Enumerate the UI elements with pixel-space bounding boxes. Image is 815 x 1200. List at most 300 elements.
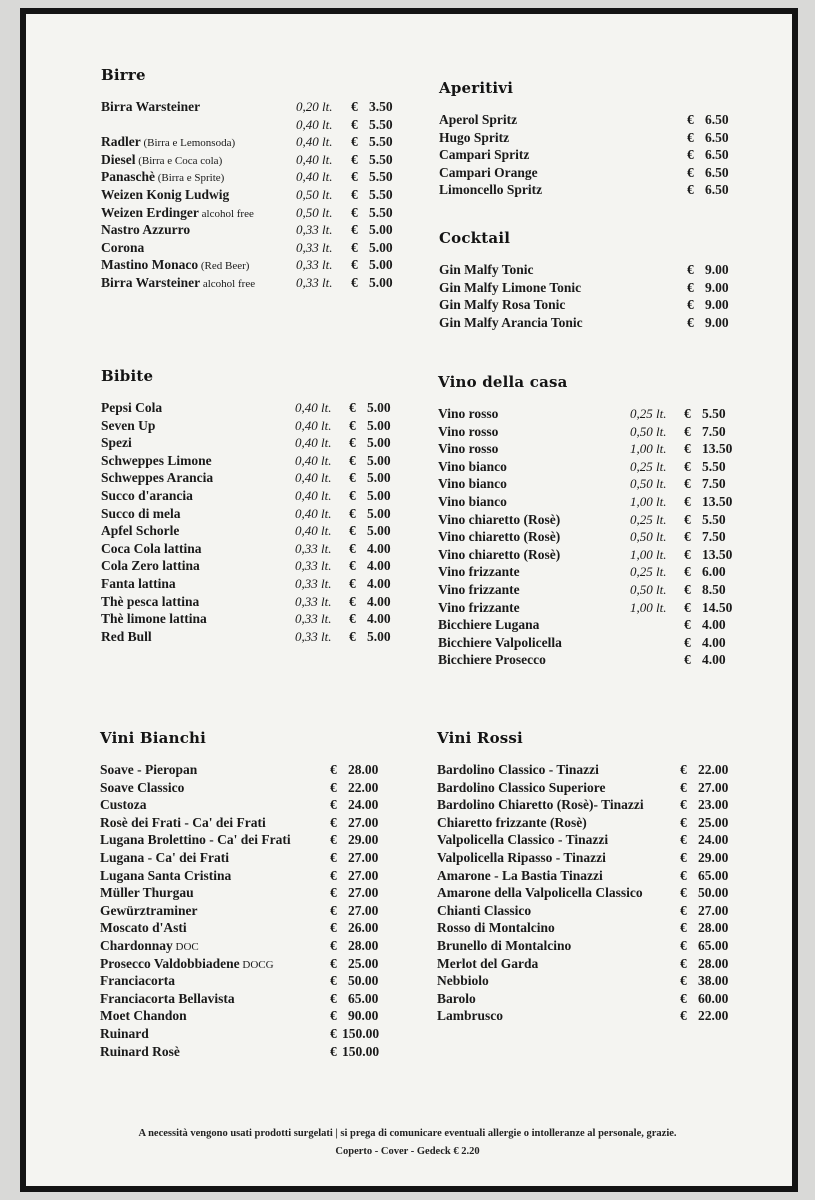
euro-sign: €: [684, 599, 691, 615]
price-value: 27.00: [698, 902, 729, 918]
item-price: [680, 919, 728, 937]
item-name: Nebbiolo: [437, 973, 489, 989]
item-price: [351, 98, 393, 116]
item-price: [680, 884, 728, 902]
price-value: 29.00: [698, 849, 729, 865]
euro-sign: €: [351, 151, 358, 167]
menu-item: [437, 937, 737, 955]
euro-sign: €: [687, 279, 694, 295]
price-value: 5.00: [369, 274, 393, 290]
menu-item: [438, 405, 738, 423]
item-name: Lugana - Ca' dei Frati: [100, 849, 230, 865]
item-name: Aperol Spritz: [439, 112, 518, 127]
item-price: [680, 1007, 728, 1025]
euro-sign: €: [680, 797, 687, 813]
item-size: 0,33 lt.: [296, 274, 333, 290]
item-price: [351, 186, 393, 204]
menu-item: [101, 168, 401, 186]
price-value: 14.50: [702, 599, 733, 615]
menu-item: [101, 434, 401, 452]
item-size: 0,40 lt.: [295, 487, 332, 503]
price-value: 65.00: [698, 937, 729, 953]
menu-item: [438, 546, 738, 564]
euro-sign: €: [680, 990, 687, 1006]
menu-item: [101, 116, 401, 134]
item-price: [684, 599, 732, 617]
price-value: 4.00: [367, 611, 391, 627]
item-name: Thè pesca lattina: [101, 593, 200, 609]
item-price: [684, 423, 726, 441]
item-name: Bardolino Classico - Tinazzi: [437, 762, 599, 777]
euro-sign: €: [349, 417, 356, 433]
item-size: 0,33 lt.: [295, 558, 332, 574]
item-name: Ruinard: [100, 1025, 149, 1041]
item-size: 0,33 lt.: [296, 239, 333, 255]
menu-item: [438, 458, 738, 476]
euro-sign: €: [351, 116, 358, 132]
menu-item: [101, 133, 401, 151]
menu-item: [101, 469, 401, 487]
euro-sign: €: [330, 955, 337, 971]
item-name: Apfel Schorle: [101, 523, 180, 539]
menu-item: [437, 849, 737, 867]
euro-sign: €: [330, 885, 337, 901]
item-price: [330, 831, 378, 849]
item-name: Bicchiere Lugana: [438, 617, 540, 633]
item-size: 0,40 lt.: [295, 400, 332, 415]
item-price: [330, 990, 378, 1008]
price-value: 4.00: [367, 593, 391, 609]
price-value: 13.50: [702, 546, 733, 562]
menu-item: [438, 528, 738, 546]
item-price: [687, 146, 729, 164]
menu-item: [101, 98, 401, 116]
section-vini-rossi: [437, 729, 737, 1025]
euro-sign: €: [349, 435, 356, 451]
item-price: [330, 1043, 379, 1061]
item-name: Bicchiere Prosecco: [438, 652, 546, 668]
item-price: [349, 505, 391, 523]
item-price: [684, 616, 726, 634]
menu-item: [101, 417, 401, 435]
menu-item: [100, 796, 400, 814]
section-vini-bianchi: [100, 729, 400, 1060]
item-name: Nastro Azzurro: [101, 222, 191, 238]
item-price: [351, 274, 393, 292]
menu-item: [437, 955, 737, 973]
item-name: Weizen Erdinger alcohol free: [101, 204, 254, 220]
price-value: 24.00: [348, 797, 379, 813]
price-value: 150.00: [342, 1025, 380, 1041]
item-name: Hugo Spritz: [439, 129, 510, 145]
item-price: [680, 779, 728, 797]
item-size: 0,40 lt.: [295, 505, 332, 521]
item-price: [680, 796, 728, 814]
item-name: Vino chiaretto (Rosè): [438, 529, 561, 545]
item-price: [680, 937, 728, 955]
item-price: [680, 867, 728, 885]
menu-item: [101, 186, 401, 204]
euro-sign: €: [680, 762, 687, 777]
item-name: Franciacorta: [100, 973, 175, 989]
item-size: 1,00 lt.: [630, 493, 667, 509]
menu-item: [100, 849, 400, 867]
item-size: 1,00 lt.: [630, 441, 667, 457]
item-price: [684, 405, 726, 423]
menu-item: [439, 296, 739, 314]
price-value: 5.50: [369, 186, 393, 202]
item-name: Lambrusco: [437, 1008, 504, 1024]
euro-sign: €: [349, 487, 356, 503]
item-name: Succo d'arancia: [101, 487, 193, 503]
item-price: [330, 972, 378, 990]
item-price: [330, 761, 378, 779]
price-value: 6.50: [705, 112, 729, 127]
item-name: Gewürztraminer: [100, 902, 198, 918]
price-value: 4.00: [702, 634, 726, 650]
item-price: [680, 849, 728, 867]
price-value: 27.00: [348, 849, 379, 865]
item-price: [330, 902, 378, 920]
menu-item: [437, 831, 737, 849]
item-name: Gin Malfy Rosa Tonic: [439, 297, 566, 313]
item-name: Brunello di Montalcino: [437, 937, 572, 953]
euro-sign: €: [351, 186, 358, 202]
item-size: 1,00 lt.: [630, 599, 667, 615]
item-size: 0,25 lt.: [630, 564, 667, 580]
menu-item: [100, 867, 400, 885]
price-value: 23.00: [698, 797, 729, 813]
item-price: [684, 511, 726, 529]
item-price: [330, 1007, 378, 1025]
menu-item: [439, 314, 739, 332]
price-value: 7.50: [702, 529, 726, 545]
price-value: 50.00: [348, 973, 379, 989]
item-name: Panaschè (Birra e Sprite): [101, 169, 225, 185]
price-value: 27.00: [698, 779, 729, 795]
item-price: [330, 779, 378, 797]
euro-sign: €: [684, 441, 691, 457]
item-size: 0,25 lt.: [630, 406, 667, 421]
euro-sign: €: [349, 523, 356, 539]
menu-item: [437, 867, 737, 885]
euro-sign: €: [684, 406, 691, 421]
euro-sign: €: [349, 575, 356, 591]
euro-sign: €: [680, 832, 687, 848]
item-name: Chardonnay DOC: [100, 937, 199, 953]
item-price: [349, 417, 391, 435]
euro-sign: €: [684, 511, 691, 527]
price-value: 38.00: [698, 973, 729, 989]
euro-sign: €: [330, 1025, 337, 1041]
price-value: 29.00: [348, 832, 379, 848]
item-price: [349, 610, 391, 628]
item-size: 0,33 lt.: [296, 222, 333, 238]
price-value: 6.50: [705, 147, 729, 163]
item-price: [351, 168, 393, 186]
euro-sign: €: [330, 1008, 337, 1024]
menu-item: [100, 937, 400, 955]
item-price: [684, 528, 726, 546]
item-price: [351, 256, 393, 274]
section-vino-della-casa: [438, 373, 738, 669]
euro-sign: €: [680, 867, 687, 883]
price-value: 25.00: [348, 955, 379, 971]
price-value: 5.00: [369, 222, 393, 238]
euro-sign: €: [687, 182, 694, 198]
euro-sign: €: [349, 611, 356, 627]
item-note: DOCG: [239, 958, 274, 971]
item-price: [351, 204, 393, 222]
price-value: 5.00: [367, 417, 391, 433]
price-value: 28.00: [348, 762, 379, 777]
item-name: Weizen Konig Ludwig: [101, 186, 230, 202]
euro-sign: €: [687, 147, 694, 163]
item-price: [684, 563, 726, 581]
euro-sign: €: [687, 164, 694, 180]
item-name: Limoncello Spritz: [439, 182, 543, 198]
item-size: 0,50 lt.: [296, 186, 333, 202]
item-name: Chiaretto frizzante (Rosè): [437, 814, 587, 830]
euro-sign: €: [687, 314, 694, 330]
item-price: [349, 469, 391, 487]
item-size: 0,25 lt.: [630, 511, 667, 527]
menu-item: [101, 505, 401, 523]
euro-sign: €: [680, 955, 687, 971]
item-size: 0,40 lt.: [296, 134, 333, 150]
item-name: Vino rosso: [438, 423, 499, 439]
price-value: 27.00: [348, 885, 379, 901]
item-price: [680, 955, 728, 973]
price-value: 27.00: [348, 814, 379, 830]
item-name: Prosecco Valdobbiadene DOCG: [100, 955, 274, 971]
price-value: 13.50: [702, 493, 733, 509]
item-name: Müller Thurgau: [100, 885, 194, 901]
menu-item: [439, 279, 739, 297]
item-size: 0,40 lt.: [295, 452, 332, 468]
price-value: 150.00: [342, 1043, 380, 1059]
euro-sign: €: [349, 400, 356, 415]
item-name: Vino frizzante: [438, 581, 520, 597]
item-size: 0,25 lt.: [630, 458, 667, 474]
menu-item: [100, 831, 400, 849]
price-value: 4.00: [367, 558, 391, 574]
item-price: [330, 955, 378, 973]
item-note: DOC: [172, 940, 199, 953]
item-name: Corona: [101, 239, 145, 255]
item-name: Chianti Classico: [437, 902, 532, 918]
price-value: 22.00: [698, 1008, 729, 1024]
item-note: alcohol free: [200, 277, 256, 290]
menu-item: [439, 111, 739, 129]
euro-sign: €: [680, 814, 687, 830]
euro-sign: €: [687, 129, 694, 145]
price-value: 5.50: [702, 458, 726, 474]
euro-sign: €: [684, 634, 691, 650]
item-name: Barolo: [437, 990, 476, 1006]
item-name: Valpolicella Classico - Tinazzi: [437, 832, 609, 848]
item-price: [330, 1025, 379, 1043]
item-price: [684, 475, 726, 493]
item-name: Vino chiaretto (Rosè): [438, 546, 561, 562]
price-value: 4.00: [367, 575, 391, 591]
section-aperitivi: [439, 79, 739, 199]
euro-sign: €: [330, 814, 337, 830]
menu-item: [101, 256, 401, 274]
menu-item: [100, 779, 400, 797]
euro-sign: €: [330, 990, 337, 1006]
menu-item: [438, 634, 738, 652]
price-value: 50.00: [698, 885, 729, 901]
item-name: Rosè dei Frati - Ca' dei Frati: [100, 814, 266, 830]
euro-sign: €: [680, 779, 687, 795]
menu-item: [100, 919, 400, 937]
section-title: Vini Bianchi: [100, 729, 207, 747]
menu-item: [437, 884, 737, 902]
price-value: 5.00: [369, 257, 393, 273]
item-name: Soave - Pieropan: [100, 762, 198, 777]
item-name: Bicchiere Valpolicella: [438, 634, 562, 650]
item-price: [351, 116, 393, 134]
item-price: [687, 129, 729, 147]
item-price: [349, 522, 391, 540]
item-name: Lugana Brolettino - Ca' dei Frati: [100, 832, 291, 848]
menu-item: [100, 761, 400, 779]
price-value: 6.50: [705, 129, 729, 145]
item-name: Merlot del Garda: [437, 955, 539, 971]
item-price: [349, 593, 391, 611]
price-value: 9.00: [705, 314, 729, 330]
price-value: 5.00: [369, 239, 393, 255]
price-value: 5.50: [369, 116, 393, 132]
menu-item: [100, 902, 400, 920]
item-name: Vino frizzante: [438, 599, 520, 615]
menu-item: [437, 990, 737, 1008]
price-value: 60.00: [698, 990, 729, 1006]
item-size: 0,33 lt.: [296, 257, 333, 273]
euro-sign: €: [684, 564, 691, 580]
euro-sign: €: [330, 797, 337, 813]
menu-item: [439, 164, 739, 182]
price-value: 28.00: [698, 920, 729, 936]
menu-item: [101, 221, 401, 239]
price-value: 5.00: [367, 435, 391, 451]
price-value: 65.00: [698, 867, 729, 883]
price-value: 22.00: [348, 779, 379, 795]
price-value: 4.00: [702, 617, 726, 633]
euro-sign: €: [330, 973, 337, 989]
item-name: Custoza: [100, 797, 147, 813]
menu-item: [438, 616, 738, 634]
section-title: Bibite: [101, 367, 154, 385]
item-size: 0,50 lt.: [630, 529, 667, 545]
menu-item: [438, 651, 738, 669]
menu-item: [438, 563, 738, 581]
item-price: [680, 902, 728, 920]
item-name: Campari Spritz: [439, 147, 530, 163]
price-value: 65.00: [348, 990, 379, 1006]
price-value: 13.50: [702, 441, 733, 457]
price-value: 4.00: [367, 540, 391, 556]
price-value: 5.00: [367, 505, 391, 521]
item-size: 0,50 lt.: [630, 476, 667, 492]
price-value: 27.00: [348, 867, 379, 883]
price-value: 5.00: [367, 452, 391, 468]
item-note: alcohol free: [198, 207, 254, 220]
item-name: Fanta lattina: [101, 575, 176, 591]
price-value: 22.00: [698, 762, 729, 777]
euro-sign: €: [351, 204, 358, 220]
item-name: Spezi: [101, 435, 132, 451]
item-price: [687, 111, 729, 129]
menu-item: [101, 540, 401, 558]
item-name: Birra Warsteiner: [101, 99, 201, 114]
item-name: Moscato d'Asti: [100, 920, 187, 936]
item-price: [349, 540, 391, 558]
price-value: 25.00: [698, 814, 729, 830]
section-bibite: [101, 367, 401, 645]
menu-item: [439, 261, 739, 279]
item-note: (Birra e Lemonsoda): [140, 137, 236, 150]
euro-sign: €: [351, 222, 358, 238]
menu-item: [101, 522, 401, 540]
menu-item: [101, 487, 401, 505]
menu-item: [100, 955, 400, 973]
item-price: [351, 221, 393, 239]
item-name: Birra Warsteiner alcohol free: [101, 274, 256, 290]
euro-sign: €: [330, 849, 337, 865]
menu-item: [101, 274, 401, 292]
euro-sign: €: [351, 274, 358, 290]
price-value: 28.00: [698, 955, 729, 971]
euro-sign: €: [351, 169, 358, 185]
menu-item: [100, 1043, 400, 1061]
price-value: 3.50: [369, 99, 393, 114]
item-name: Vino bianco: [438, 458, 507, 474]
menu-item: [101, 557, 401, 575]
menu-item: [439, 146, 739, 164]
item-size: 0,33 lt.: [295, 593, 332, 609]
euro-sign: €: [330, 902, 337, 918]
item-size: 0,33 lt.: [295, 628, 332, 644]
euro-sign: €: [349, 505, 356, 521]
euro-sign: €: [684, 458, 691, 474]
menu-item: [100, 972, 400, 990]
item-name: Valpolicella Ripasso - Tinazzi: [437, 849, 606, 865]
item-name: Soave Classico: [100, 779, 185, 795]
menu-item: [101, 239, 401, 257]
item-price: [687, 164, 729, 182]
price-value: 90.00: [348, 1008, 379, 1024]
item-size: 0,40 lt.: [295, 435, 332, 451]
price-value: 6.50: [705, 164, 729, 180]
item-price: [687, 261, 729, 279]
menu-item: [100, 814, 400, 832]
price-value: 5.50: [369, 204, 393, 220]
price-value: 6.00: [702, 564, 726, 580]
menu-item: [437, 779, 737, 797]
item-size: 0,40 lt.: [296, 169, 333, 185]
euro-sign: €: [349, 558, 356, 574]
euro-sign: €: [351, 134, 358, 150]
euro-sign: €: [684, 493, 691, 509]
item-name: Vino frizzante: [438, 564, 520, 580]
euro-sign: €: [349, 470, 356, 486]
item-name: Pepsi Cola: [101, 400, 163, 415]
euro-sign: €: [680, 937, 687, 953]
euro-sign: €: [349, 593, 356, 609]
price-value: 5.50: [369, 134, 393, 150]
